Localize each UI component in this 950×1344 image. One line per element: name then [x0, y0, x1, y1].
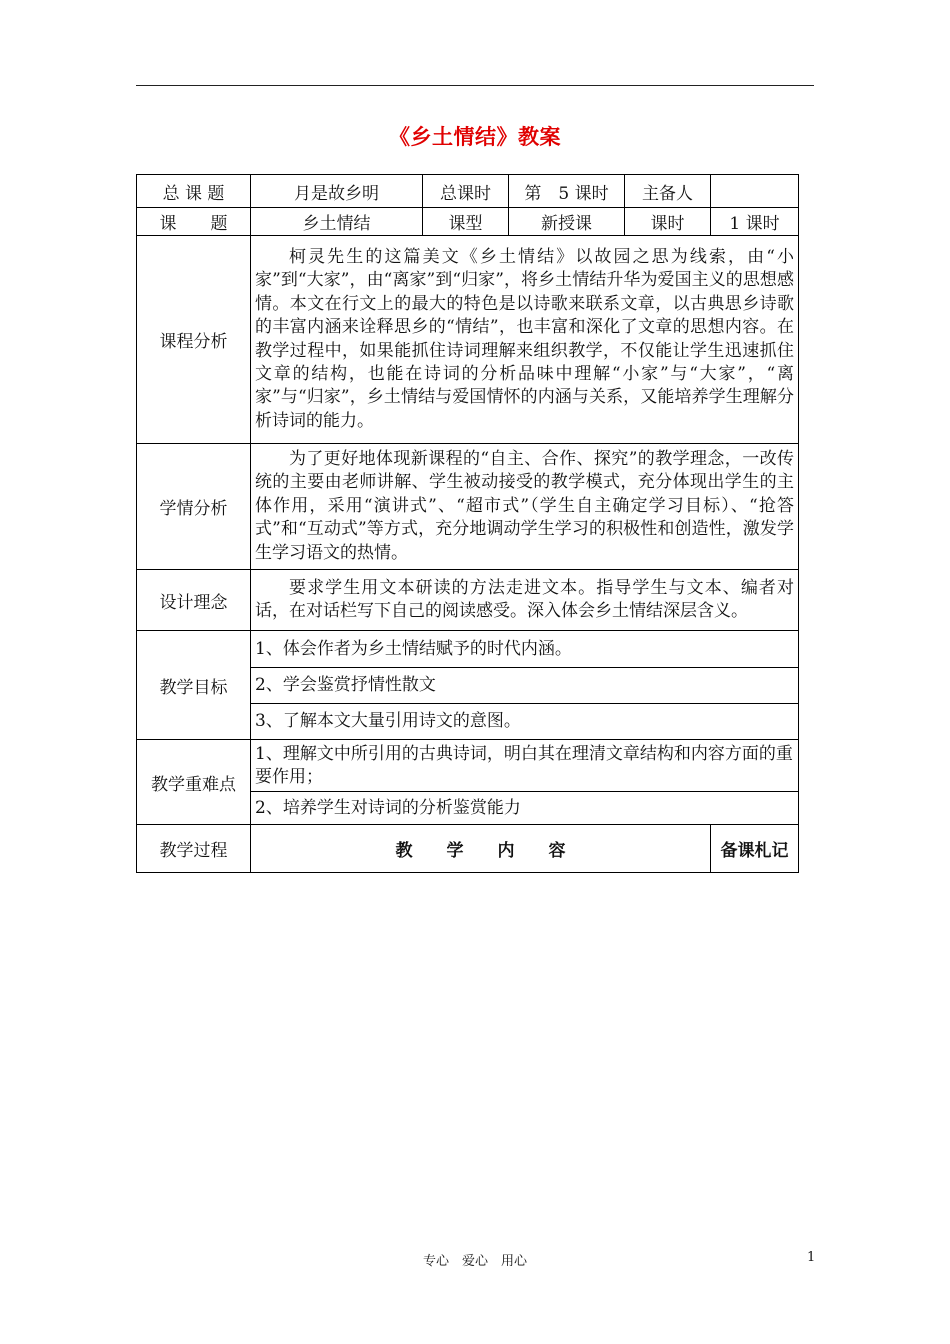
page-number: 1 [807, 1250, 816, 1265]
total-topic-label: 总 课 题 [137, 175, 251, 208]
table-row [137, 570, 799, 631]
key-point-item: 1、理解文中所引用的古典诗词，明白其在理清文章结构和内容方面的重要作用； [251, 740, 799, 792]
topic-value: 乡土情结 [251, 208, 423, 236]
table-row [137, 208, 799, 236]
objectives-label: 教学目标 [137, 631, 251, 740]
topic-label: 课 题 [137, 208, 251, 236]
preparer-value [711, 175, 799, 208]
course-analysis-text: 柯灵先生的这篇美文《乡土情结》以故园之思为线索，由“小家”到“大家”，由“离家”到“归家”，将乡土情结升华为爱国主义的思想感情。本文在行文上的最大的特色是以诗歌来联系文章，以古典思乡诗歌的丰富内涵来诠释思乡的“情结”，也丰富和深化了文章的思想内容。在教学过程中，如果能抓住诗词理解来组织教学，不仅能让学生迅速抓住文章的结构，也能在诗词的分析品味中理解“小家”与“大家”，“离家”与“归家”，乡土情结与爱国情怀的内涵与关系，又能培养学生理解分析诗词的能力。 [251, 236, 799, 444]
table-row [137, 236, 799, 444]
hours-label: 课时 [625, 208, 711, 236]
design-concept-label: 设计理念 [137, 570, 251, 631]
objective-item: 3、了解本文大量引用诗文的意图。 [251, 704, 799, 740]
table-row [137, 175, 799, 208]
type-label: 课型 [423, 208, 509, 236]
course-analysis-label: 课程分析 [137, 236, 251, 444]
notes-header: 备课札记 [711, 825, 799, 873]
design-concept-text: 要求学生用文本研读的方法走进文本。指导学生与文本、编者对话，在对话栏写下自己的阅读感受。深入体会乡土情结深层含义。 [251, 570, 799, 631]
key-point-item: 2、培养学生对诗词的分析鉴赏能力 [251, 792, 799, 825]
table-row [137, 444, 799, 570]
preparer-label: 主备人 [625, 175, 711, 208]
table-row [137, 740, 799, 792]
student-analysis-text: 为了更好地体现新课程的“自主、合作、探究”的教学理念，一改传统的主要由老师讲解、学生被动接受的教学模式，充分体现出学生的主体作用，采用“演讲式”、“超市式”（学生自主确定学习目标）、“抢答式”和“互动式”等方式，充分地调动学生学习的积极性和创造性，激发学生学习语文的热情。 [251, 444, 799, 570]
table-row [137, 825, 799, 873]
objective-item: 2、学会鉴赏抒情性散文 [251, 668, 799, 704]
footer-motto: 专心 爱心 用心 [422, 1254, 527, 1269]
header-rule [136, 85, 814, 86]
hours-value: 1 课时 [711, 208, 799, 236]
document-title: 《乡土情结》教案 [389, 125, 561, 149]
lesson-plan-table [136, 174, 799, 873]
key-points-label: 教学重难点 [137, 740, 251, 825]
process-label: 教学过程 [137, 825, 251, 873]
table-row [137, 631, 799, 668]
total-topic-value: 月是故乡明 [251, 175, 423, 208]
objective-item: 1、体会作者为乡土情结赋予的时代内涵。 [251, 631, 799, 668]
content-header: 教 学 内 容 [251, 825, 711, 873]
period-value: 第 5 课时 [509, 175, 625, 208]
student-analysis-label: 学情分析 [137, 444, 251, 570]
type-value: 新授课 [509, 208, 625, 236]
total-hours-label: 总课时 [423, 175, 509, 208]
